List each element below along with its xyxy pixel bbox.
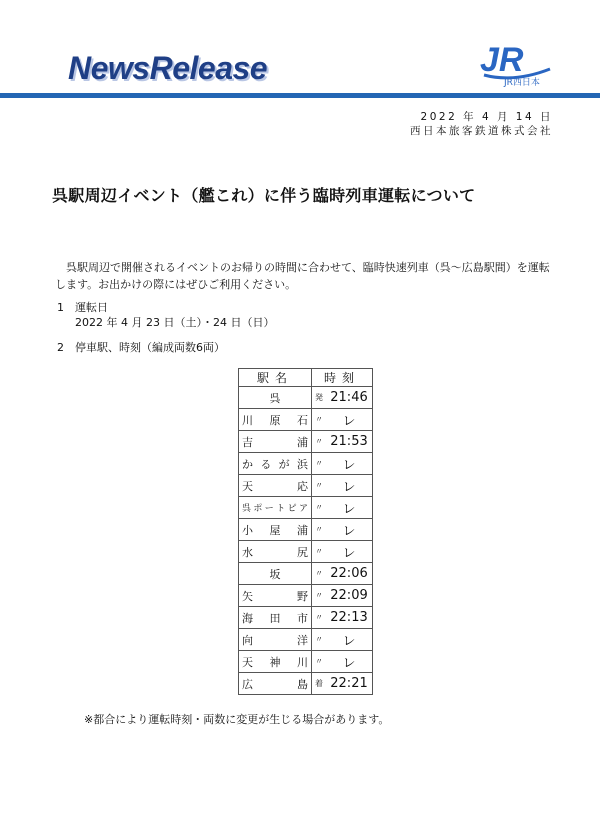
- station-name: 坂: [269, 567, 281, 581]
- time-cell: レ: [326, 519, 373, 541]
- time-cell: 22:06: [326, 563, 373, 585]
- time-cell: レ: [326, 497, 373, 519]
- departure-arrival-mark: 発: [312, 387, 327, 409]
- timetable-body: [239, 387, 373, 695]
- release-date: 2022 年 4 月 14 日: [420, 111, 553, 123]
- station-cell: [239, 629, 312, 651]
- news-release-heading: NewsRelease: [68, 50, 268, 86]
- timetable: [238, 368, 373, 695]
- time-cell: レ: [326, 475, 373, 497]
- time-cell: 21:53: [326, 431, 373, 453]
- station-name: 広島: [242, 677, 308, 691]
- header-station: 駅名: [239, 369, 312, 387]
- body-paragraph: 呉駅周辺で開催されるイベントのお帰りの時間に合わせて、臨時快速列車（呉～広島駅間）を運転します。お出かけの際にはぜひご利用ください。: [55, 261, 550, 291]
- logo-text: JR西日本: [504, 78, 540, 87]
- timetable-row: [239, 475, 373, 497]
- station-name: 吉浦: [242, 435, 308, 449]
- header-rule: [0, 93, 600, 98]
- station-name: 水尻: [242, 545, 308, 559]
- time-cell: 22:09: [326, 585, 373, 607]
- departure-arrival-mark: 〃: [312, 629, 327, 651]
- departure-arrival-mark: 〃: [312, 453, 327, 475]
- section-stops: [57, 339, 225, 355]
- footnote: ※都合により運転時刻・両数に変更が生じる場合があります。: [84, 713, 390, 726]
- time-cell: 22:13: [326, 607, 373, 629]
- departure-arrival-mark: 〃: [312, 409, 327, 431]
- page-title: 呉駅周辺イベント（艦これ）に伴う臨時列車運転について: [52, 186, 476, 205]
- time-cell: レ: [326, 409, 373, 431]
- timetable-row: [239, 409, 373, 431]
- departure-arrival-mark: 〃: [312, 563, 327, 585]
- section1-dates: 2022 年 4 月 23 日（土）・24 日（日）: [75, 316, 275, 329]
- departure-arrival-mark: 〃: [312, 475, 327, 497]
- timetable-row: [239, 629, 373, 651]
- departure-arrival-mark: 〃: [312, 497, 327, 519]
- station-name: 向洋: [242, 633, 308, 647]
- station-name: 呉ポートピア: [242, 504, 308, 514]
- station-cell: [239, 387, 312, 409]
- timetable-row: [239, 607, 373, 629]
- station-name: 呉: [269, 391, 281, 405]
- departure-arrival-mark: 着: [312, 673, 327, 695]
- timetable-row: [239, 541, 373, 563]
- svg-text:JR: JR: [480, 41, 524, 79]
- station-cell: [239, 651, 312, 673]
- station-cell: [239, 585, 312, 607]
- timetable-row: [239, 519, 373, 541]
- issuer: 西日本旅客鉄道株式会社: [410, 125, 553, 137]
- section-operation-dates: [57, 300, 274, 330]
- timetable-row: [239, 387, 373, 409]
- timetable-row: [239, 453, 373, 475]
- section2-number: 2: [57, 341, 64, 354]
- station-cell: [239, 541, 312, 563]
- station-cell: [239, 607, 312, 629]
- departure-arrival-mark: 〃: [312, 431, 327, 453]
- timetable-row: [239, 563, 373, 585]
- station-name: 天応: [242, 479, 308, 493]
- time-cell: 22:21: [326, 673, 373, 695]
- timetable-row: [239, 585, 373, 607]
- departure-arrival-mark: 〃: [312, 607, 327, 629]
- time-cell: レ: [326, 651, 373, 673]
- station-name: かるが浜: [242, 457, 308, 471]
- station-cell: [239, 673, 312, 695]
- timetable-row: [239, 497, 373, 519]
- jr-west-logo: [474, 39, 556, 87]
- timetable-row: [239, 651, 373, 673]
- timetable-row: [239, 431, 373, 453]
- station-name: 海田市: [242, 611, 308, 625]
- station-name: 矢野: [242, 589, 308, 603]
- time-cell: レ: [326, 541, 373, 563]
- time-cell: レ: [326, 453, 373, 475]
- station-cell: [239, 453, 312, 475]
- station-cell: [239, 519, 312, 541]
- departure-arrival-mark: 〃: [312, 651, 327, 673]
- station-name: 小屋浦: [242, 523, 308, 537]
- section2-heading: 停車駅、時刻（編成両数6両）: [75, 341, 225, 354]
- time-cell: 21:46: [326, 387, 373, 409]
- station-cell: [239, 475, 312, 497]
- station-cell: [239, 431, 312, 453]
- station-cell: [239, 409, 312, 431]
- section1-heading: 運転日: [75, 301, 108, 314]
- date-block: [410, 110, 553, 138]
- station-cell: [239, 497, 312, 519]
- timetable-row: [239, 673, 373, 695]
- time-cell: レ: [326, 629, 373, 651]
- station-name: 天神川: [242, 655, 308, 669]
- header-time: 時刻: [312, 369, 373, 387]
- departure-arrival-mark: 〃: [312, 585, 327, 607]
- departure-arrival-mark: 〃: [312, 541, 327, 563]
- station-name: 川原石: [242, 413, 308, 427]
- section1-number: 1: [57, 301, 64, 314]
- station-cell: [239, 563, 312, 585]
- departure-arrival-mark: 〃: [312, 519, 327, 541]
